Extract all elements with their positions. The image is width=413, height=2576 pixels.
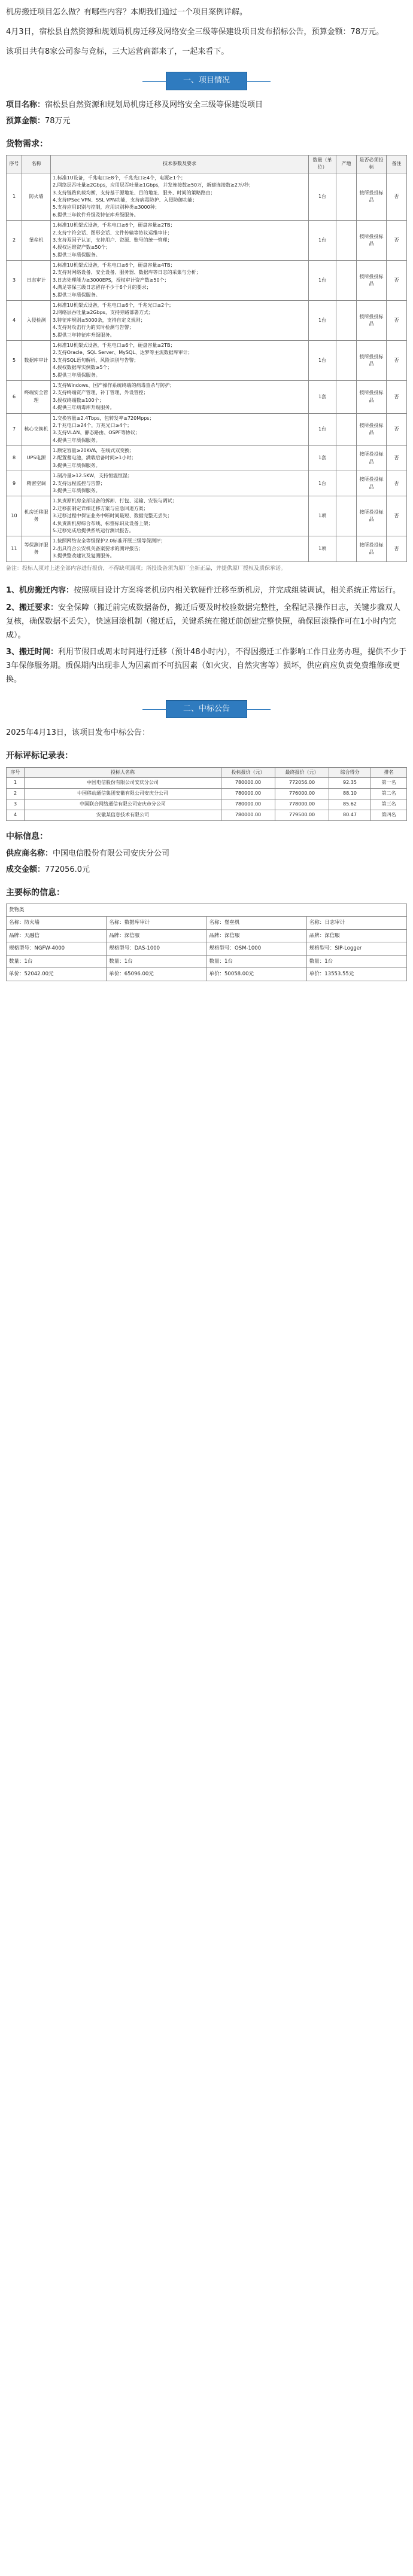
cell-note: 否 <box>387 446 407 471</box>
spec-cell <box>51 261 309 301</box>
point-label: 2、搬迁要求： <box>6 603 59 613</box>
numbered-points <box>6 584 407 686</box>
subject-row <box>7 955 407 967</box>
cell-no: 5 <box>7 340 22 380</box>
subject-cell: 名称：数据库审计 <box>107 917 206 929</box>
spec-cell <box>51 301 309 341</box>
spec-line: 3.特征库规则≥5000条，支持自定义规则； <box>53 317 145 323</box>
cell-must: 按所投投标品 <box>357 221 387 261</box>
bid-record-cell: 中国电信股份有限公司安庆分公司 <box>25 778 221 789</box>
cell-origin <box>336 496 357 536</box>
cell-note: 否 <box>387 301 407 341</box>
budget-line <box>6 115 407 129</box>
spec-line: 4.支持IPSec VPN、SSL VPN功能，支持病毒防护、入侵防御功能； <box>53 197 198 203</box>
spec-cell <box>51 340 309 380</box>
spec-line: 2.支持终端资产管理、补丁管理、外设管控； <box>53 390 148 396</box>
spec-line: 1.制冷量≥12.5KW，支持恒温恒湿； <box>53 473 133 479</box>
bid-record-cell: 779500.00 <box>275 810 329 820</box>
cell-name: 终端安全管理 <box>22 380 51 413</box>
cell-no: 10 <box>7 496 22 536</box>
subject-cell: 品牌：深信服 <box>107 929 206 942</box>
subject-cell: 数量：1台 <box>306 955 406 967</box>
bid-record-cell: 第三名 <box>371 799 407 810</box>
spec-line: 3.提供三年质保服务。 <box>53 488 101 494</box>
subject-cell: 规格型号：OSM-1000 <box>206 942 306 955</box>
spec-line: 5.提供三年质保服务。 <box>53 372 101 378</box>
cell-origin <box>336 446 357 471</box>
requirements-row <box>7 496 407 536</box>
section-banner-award <box>6 700 407 719</box>
header-cell: 投标人名称 <box>25 767 221 778</box>
spec-cell <box>51 496 309 536</box>
cell-origin <box>336 413 357 446</box>
spec-line: 1.标准1U机架式设备，千兆电口≥6个，硬盘容量≥2TB； <box>53 342 175 348</box>
bid-record-cell: 2 <box>7 789 25 799</box>
header-cell: 排名 <box>371 767 407 778</box>
spec-line: 3.支持链路负载均衡，支持基于源地址、目的地址、服务、时间的策略路由； <box>53 190 215 196</box>
cell-name: 机房迁移服务 <box>22 496 51 536</box>
section-banner-overview <box>6 72 407 90</box>
cell-qty: 1台 <box>309 301 336 341</box>
cell-name: 堡垒机 <box>22 221 51 261</box>
bid-records-header-row <box>7 767 407 778</box>
subject-body <box>7 904 407 981</box>
article <box>0 0 413 993</box>
requirements-row <box>7 471 407 496</box>
bid-record-cell: 80.47 <box>329 810 371 820</box>
subject-cell: 数量：1台 <box>7 955 107 967</box>
subject-cell: 名称：日志审计 <box>306 917 406 929</box>
cell-note: 否 <box>387 496 407 536</box>
subject-cell: 规格型号：NGFW-4000 <box>7 942 107 955</box>
bid-records-body <box>7 778 407 820</box>
bid-record-cell: 92.35 <box>329 778 371 789</box>
cell-name: 入侵检测 <box>22 301 51 341</box>
cell-no: 2 <box>7 221 22 261</box>
subject-cell: 规格型号：DAS-1000 <box>107 942 206 955</box>
section-title: 一、项目情况 <box>166 72 247 90</box>
project-name: 宿松县自然资源和规划局机房迁移及网络安全三级等保建设项目 <box>45 100 263 109</box>
requirements-table <box>6 155 407 562</box>
subject-title: 主要标的信息： <box>6 887 65 898</box>
cell-name: 日志审计 <box>22 261 51 301</box>
requirements-footnote: 备注：投标人须对上述全部内容进行报价，不得缺项漏项；所投设备须为原厂全新正品，并提供原厂授权及质保承诺。 <box>6 565 287 572</box>
spec-line: 5.提供三年质保服务。 <box>53 292 101 298</box>
subject-cell: 单价：65096.00元 <box>107 968 206 981</box>
cell-no: 6 <box>7 380 22 413</box>
cell-qty: 1台 <box>309 340 336 380</box>
spec-line: 3.提供三年质保服务。 <box>53 462 101 468</box>
numbered-point <box>6 646 407 686</box>
amount-value: 772056.0元 <box>45 865 90 874</box>
bid-record-row <box>7 810 407 820</box>
subject-row <box>7 942 407 955</box>
bid-record-cell: 4 <box>7 810 25 820</box>
spec-line: 4.提供三年质保服务。 <box>53 437 101 443</box>
spec-line: 4.支持对攻击行为的实时检测与告警； <box>53 325 134 331</box>
cell-note: 否 <box>387 221 407 261</box>
cell-name: 防火墙 <box>22 173 51 220</box>
requirements-row <box>7 261 407 301</box>
subject-table <box>6 904 407 981</box>
cell-origin <box>336 471 357 496</box>
bid-record-cell: 88.10 <box>329 789 371 799</box>
cell-note: 否 <box>387 261 407 301</box>
subject-header-row <box>7 904 407 917</box>
header-cell: 备注 <box>387 155 407 173</box>
spec-cell <box>51 471 309 496</box>
spec-line: 4.提供三年病毒库升级服务。 <box>53 405 115 411</box>
bid-record-cell: 第四名 <box>371 810 407 820</box>
spec-line: 2.支持字符会话、图形会话、文件传输等协议运维审计； <box>53 230 172 236</box>
spec-line: 2.网络层吞吐量≥2Gbps，支持旁路部署方式； <box>53 310 153 316</box>
cell-qty: 1台 <box>309 221 336 261</box>
cell-no: 3 <box>7 261 22 301</box>
spec-line: 1.交换容量≥2.4Tbps，包转发率≥720Mpps； <box>53 415 154 421</box>
point-label: 3、搬迁时间： <box>6 648 59 657</box>
spec-line: 2.配置蓄电池，满载后备时间≥1小时； <box>53 455 136 461</box>
records-title: 开标评标记录表： <box>6 751 73 761</box>
cell-note: 否 <box>387 471 407 496</box>
spec-line: 3.迁移过程中保证业务中断时间最短、数据完整无丢失； <box>53 513 172 519</box>
bid-record-cell: 中国联合网络通信有限公司安庆市分公司 <box>25 799 221 810</box>
cell-origin <box>336 301 357 341</box>
cell-qty: 1项 <box>309 536 336 561</box>
cell-note: 否 <box>387 413 407 446</box>
spec-line: 4.授权数据库实例数≥5个； <box>53 365 113 371</box>
requirements-row <box>7 446 407 471</box>
cell-qty: 1台 <box>309 173 336 220</box>
subject-cell: 数量：1台 <box>107 955 206 967</box>
spec-line: 1.负责原机房全部设备的拆卸、打包、运输、安装与调试； <box>53 498 177 504</box>
point-text: 安全保障（搬迁前完成数据备份，搬迁后要及时校验数据完整性，全程记录操作日志，关键步骤双人复核，确保数据不丢失），快速回滚机制（搬迁后，关键系统在搬迁前创建完整快照，确保回滚操作可在1小时内完成）。 <box>6 603 401 640</box>
cell-origin <box>336 173 357 220</box>
cell-qty: 1套 <box>309 446 336 471</box>
spec-cell <box>51 380 309 413</box>
spec-cell <box>51 173 309 220</box>
spec-line: 1.支持Windows、国产操作系统终端的病毒查杀与防护； <box>53 382 175 388</box>
header-cell: 是否必须投标 <box>357 155 387 173</box>
bid-record-cell: 780000.00 <box>221 778 275 789</box>
cell-must: 按所投投标品 <box>357 340 387 380</box>
cell-must: 按所投投标品 <box>357 301 387 341</box>
bid-record-cell: 第一名 <box>371 778 407 789</box>
cell-note: 否 <box>387 536 407 561</box>
header-cell: 最终报价（元） <box>275 767 329 778</box>
cell-qty: 1套 <box>309 380 336 413</box>
spec-line: 1.标准1U机架式设备，千兆电口≥6个，千兆光口≥2个； <box>53 303 174 309</box>
spec-cell <box>51 221 309 261</box>
header-cell: 综合得分 <box>329 767 371 778</box>
cell-origin <box>336 380 357 413</box>
requirements-row <box>7 301 407 341</box>
subject-header: 货物类 <box>7 904 407 917</box>
requirements-row <box>7 221 407 261</box>
spec-line: 4.授权运维资产数≥50个； <box>53 245 111 251</box>
cell-no: 8 <box>7 446 22 471</box>
section-title: 二、中标公告 <box>166 700 247 719</box>
cell-origin <box>336 221 357 261</box>
cell-name: 精密空调 <box>22 471 51 496</box>
budget-value: 78万元 <box>45 116 71 126</box>
point-text: 按照项目设计方案将老机房内相关软硬件迁移至新机房，并完成组装调试，相关系统正常运行。 <box>74 586 401 596</box>
project-name-label: 项目名称： <box>6 100 45 109</box>
spec-line: 2.迁移前制定详细迁移方案与应急回退方案； <box>53 505 148 511</box>
spec-line: 3.日志处理能力≥3000EPS，授权审计资产数≥50个； <box>53 277 169 283</box>
subject-cell: 数量：1台 <box>206 955 306 967</box>
cell-name: UPS电源 <box>22 446 51 471</box>
subject-cell: 名称：堡垒机 <box>206 917 306 929</box>
invitation-paragraph: 该项目共有8家公司参与竞标，三大运营商都来了，一起来看下。 <box>6 47 229 56</box>
cell-no: 11 <box>7 536 22 561</box>
cell-name: 等保测评服务 <box>22 536 51 561</box>
bid-record-cell: 第二名 <box>371 789 407 799</box>
spec-line: 1.标准1U设备，千兆电口≥8个，千兆光口≥4个，电源≥1个； <box>53 175 186 181</box>
spec-line: 5.迁移完成后提供系统运行测试报告。 <box>53 527 134 533</box>
cell-no: 7 <box>7 413 22 446</box>
bid-record-cell: 安徽某信息技术有限公司 <box>25 810 221 820</box>
spec-line: 6.提供三年软件升级及特征库升级服务。 <box>53 212 139 218</box>
cell-must: 按所投投标品 <box>357 413 387 446</box>
header-cell: 产地 <box>336 155 357 173</box>
bid-record-cell: 780000.00 <box>221 789 275 799</box>
bid-record-row <box>7 778 407 789</box>
bid-record-cell: 780000.00 <box>221 799 275 810</box>
requirements-row <box>7 413 407 446</box>
goods-list-title: 货物需求： <box>6 139 48 149</box>
spec-line: 4.满足等保三级日志留存不少于6个月的要求； <box>53 285 151 291</box>
winner-line <box>6 847 407 861</box>
subject-cell: 品牌：深信服 <box>306 929 406 942</box>
subject-cell: 规格型号：SIP-Logger <box>306 942 406 955</box>
spec-line: 1.标准1U机架式设备，千兆电口≥6个，硬盘容量≥4TB； <box>53 263 175 268</box>
cell-must: 按所投投标品 <box>357 173 387 220</box>
requirements-header-row <box>7 155 407 173</box>
award-date-line: 2025年4月13日，该项目发布中标公告： <box>6 728 150 738</box>
requirements-row <box>7 536 407 561</box>
bid-record-cell: 1 <box>7 778 25 789</box>
spec-line: 3.授权终端数≥100个； <box>53 397 104 403</box>
spec-line: 2.支持Oracle、SQL Server、MySQL、达梦等主流数据库审计； <box>53 350 193 356</box>
cell-must: 按所投投标品 <box>357 536 387 561</box>
spec-cell <box>51 413 309 446</box>
subject-row <box>7 968 407 981</box>
subject-cell: 品牌：深信服 <box>206 929 306 942</box>
cell-origin <box>336 261 357 301</box>
bid-record-row <box>7 799 407 810</box>
budget-label: 预算金额： <box>6 116 45 126</box>
cell-qty: 1台 <box>309 261 336 301</box>
spec-line: 2.网络层吞吐量≥2Gbps，应用层吞吐量≥1Gbps，并发连接数≥50万，新建连接数≥2万/秒； <box>53 182 254 188</box>
project-name-line <box>6 99 407 112</box>
requirements-row <box>7 380 407 413</box>
spec-line: 1.按照网络安全等级保护2.0标准开展三级等保测评； <box>53 538 166 544</box>
announcement-paragraph <box>6 26 407 39</box>
announcement-text: 4月3日，宿松县自然资源和规划局机房迁移及网络安全三级等保建设项目发布招标公告，预算金额：78万元。 <box>6 27 384 36</box>
requirements-body <box>7 173 407 561</box>
bid-record-cell: 85.62 <box>329 799 371 810</box>
cell-no: 1 <box>7 173 22 220</box>
spec-line: 2.支持对网络设备、安全设备、服务器、数据库等日志的采集与分析； <box>53 270 201 276</box>
spec-line: 5.支持应用识别与控制，应用识别种类≥3000种； <box>53 205 160 210</box>
subject-cell: 单价：52042.00元 <box>7 968 107 981</box>
header-cell: 数量（单位） <box>309 155 336 173</box>
spec-cell <box>51 446 309 471</box>
bid-record-cell: 772056.00 <box>275 778 329 789</box>
spec-cell <box>51 536 309 561</box>
subject-cell: 单价：13553.55元 <box>306 968 406 981</box>
cell-must: 按所投投标品 <box>357 471 387 496</box>
bid-record-cell: 中国移动通信集团安徽有限公司安庆分公司 <box>25 789 221 799</box>
winner-title: 中标信息： <box>6 831 48 841</box>
header-cell: 技术参数及要求 <box>51 155 309 173</box>
spec-line: 1.额定容量≥20KVA，在线式双变换； <box>53 448 135 454</box>
spec-line: 3.支持VLAN、静态路由、OSPF等协议； <box>53 430 141 436</box>
cell-note: 否 <box>387 380 407 413</box>
spec-line: 3.提供整改建议及复测服务。 <box>53 553 115 559</box>
winner-label: 供应商名称： <box>6 849 53 859</box>
header-cell: 序号 <box>7 767 25 778</box>
bid-record-cell: 778000.00 <box>275 799 329 810</box>
cell-origin <box>336 340 357 380</box>
subject-cell: 单价：50058.00元 <box>206 968 306 981</box>
point-text: 利用节假日或周末时间进行迁移（预计48小时内），不得因搬迁工作影响工作日业务办理，提供不少于3年保修服务期。质保期内出现非人为因素而不可抗因素（如火灾、自然灾害等）损坏，供应商应负责免费维修或更换。 <box>6 648 407 684</box>
subject-row <box>7 917 407 929</box>
subject-cell: 品牌：天融信 <box>7 929 107 942</box>
spec-line: 2.出具符合公安机关备案要求的测评报告； <box>53 545 144 551</box>
header-cell: 名称 <box>22 155 51 173</box>
spec-line: 4.负责新机房综合布线、标签标识及设备上架； <box>53 520 153 526</box>
lead-paragraph: 机房搬迁项目怎么做？有哪些内容？本期我们通过一个项目案例详解。 <box>6 8 248 17</box>
amount-label: 成交金额： <box>6 865 45 874</box>
winner-name: 中国电信股份有限公司安庆分公司 <box>53 849 170 859</box>
cell-no: 9 <box>7 471 22 496</box>
cell-must: 按所投投标品 <box>357 261 387 301</box>
amount-line <box>6 863 407 877</box>
cell-no: 4 <box>7 301 22 341</box>
spec-line: 1.标准1U机架式设备，千兆电口≥6个，硬盘容量≥2TB； <box>53 222 175 228</box>
point-label: 1、机房搬迁内容： <box>6 586 74 596</box>
cell-name: 核心交换机 <box>22 413 51 446</box>
cell-qty: 1台 <box>309 413 336 446</box>
header-cell: 序号 <box>7 155 22 173</box>
bid-record-cell: 3 <box>7 799 25 810</box>
spec-line: 2.支持远程监控与告警； <box>53 480 105 486</box>
cell-must: 按所投投标品 <box>357 496 387 536</box>
numbered-point <box>6 602 407 642</box>
spec-line: 2.千兆电口≥24个，万兆光口≥4个； <box>53 422 132 428</box>
bid-record-cell: 780000.00 <box>221 810 275 820</box>
subject-row <box>7 929 407 942</box>
cell-must: 按所投投标品 <box>357 446 387 471</box>
requirements-row <box>7 173 407 220</box>
cell-note: 否 <box>387 340 407 380</box>
bid-record-cell: 776000.00 <box>275 789 329 799</box>
spec-line: 3.支持双因子认证，支持用户、资源、账号的统一管理； <box>53 237 172 243</box>
spec-line: 3.支持SQL语句解析、风险识别与告警； <box>53 357 139 363</box>
bid-record-row <box>7 789 407 799</box>
bid-records-table <box>6 767 407 821</box>
cell-qty: 1项 <box>309 496 336 536</box>
cell-must: 按所投投标品 <box>357 380 387 413</box>
cell-qty: 1台 <box>309 471 336 496</box>
cell-name: 数据库审计 <box>22 340 51 380</box>
cell-note: 否 <box>387 173 407 220</box>
cell-origin <box>336 536 357 561</box>
requirements-row <box>7 340 407 380</box>
header-cell: 投标报价（元） <box>221 767 275 778</box>
spec-line: 5.提供三年质保服务。 <box>53 252 101 258</box>
spec-line: 5.提供三年特征库升级服务。 <box>53 332 115 338</box>
numbered-point <box>6 584 407 598</box>
subject-cell: 名称：防火墙 <box>7 917 107 929</box>
